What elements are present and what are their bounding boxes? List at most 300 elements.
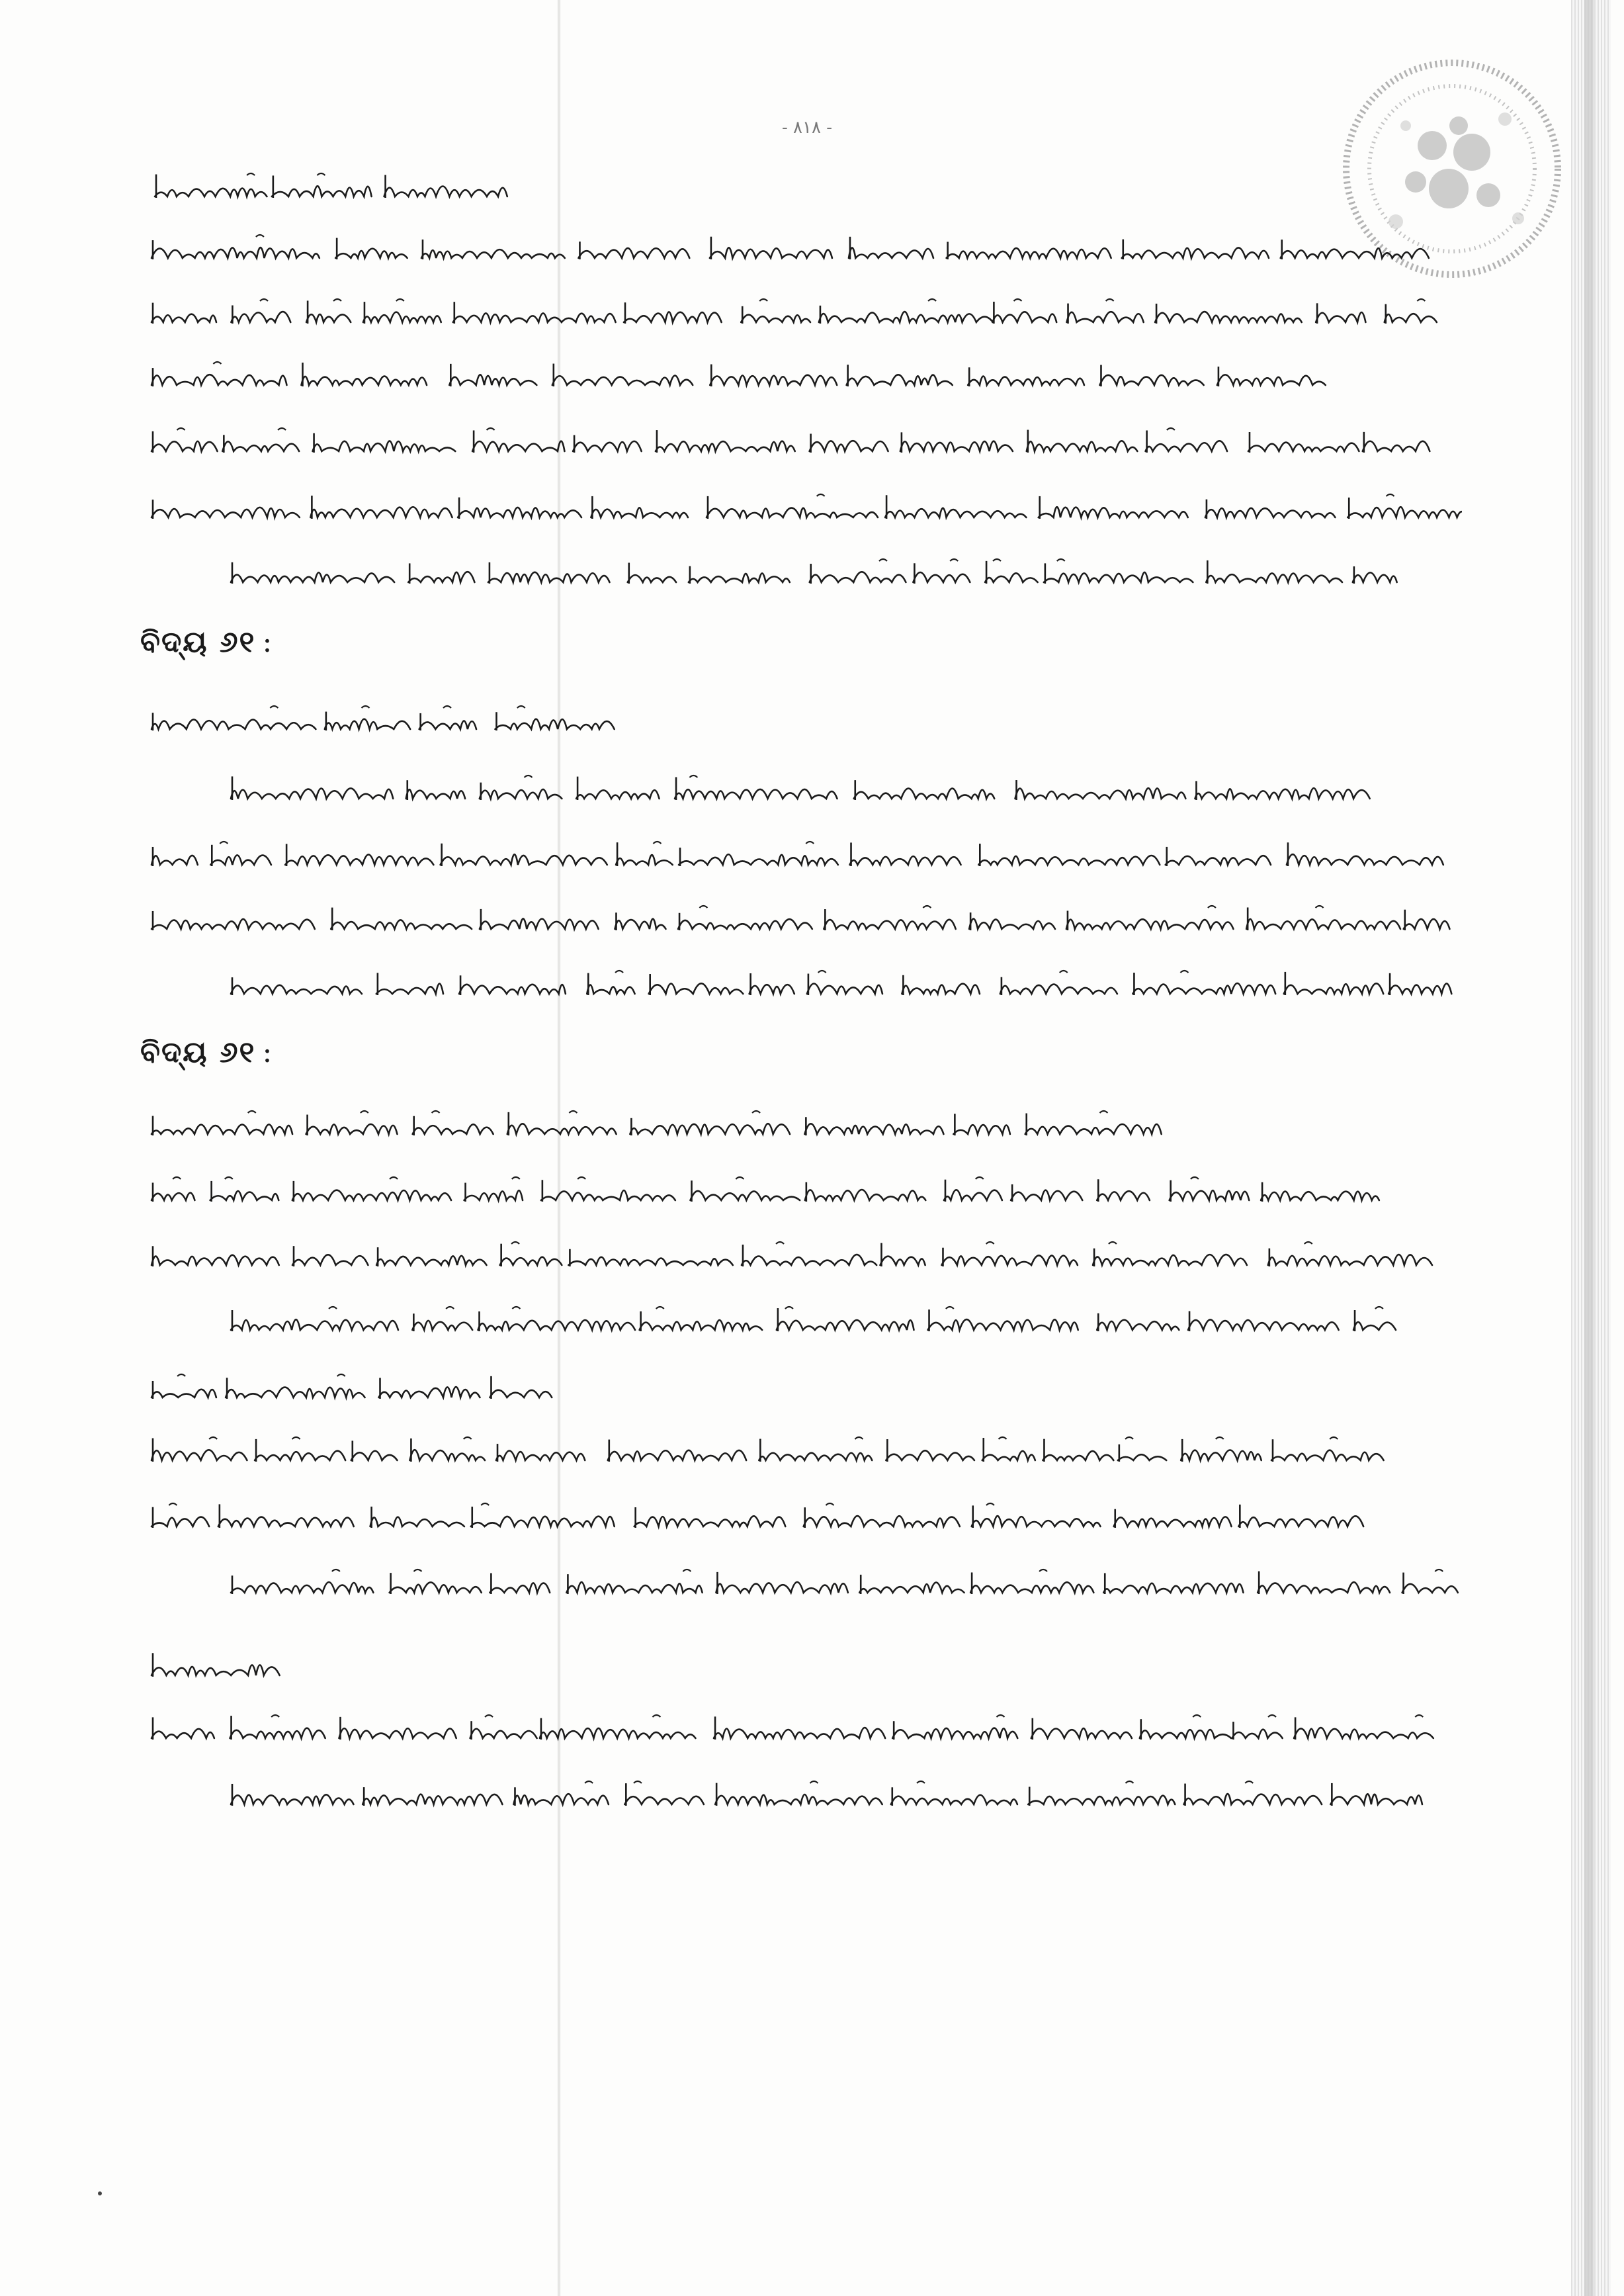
script-word bbox=[464, 1190, 523, 1200]
script-word bbox=[151, 719, 316, 729]
script-word bbox=[151, 247, 320, 258]
script-glyphs bbox=[149, 701, 638, 738]
script-diacritic bbox=[337, 1374, 345, 1376]
script-word bbox=[151, 375, 286, 385]
script-diacritic bbox=[1417, 299, 1425, 301]
script-word bbox=[151, 1729, 214, 1738]
script-word bbox=[507, 1124, 617, 1134]
script-word bbox=[226, 1388, 364, 1397]
script-word bbox=[306, 314, 351, 322]
script-word bbox=[1015, 788, 1186, 799]
script-diacritic bbox=[826, 1503, 833, 1505]
script-word bbox=[1028, 1796, 1175, 1804]
script-diacritic bbox=[292, 1437, 300, 1439]
script-word bbox=[854, 789, 994, 799]
script-word bbox=[292, 1255, 368, 1265]
script-word bbox=[478, 1320, 636, 1330]
script-diacritic bbox=[512, 1307, 520, 1309]
script-word bbox=[441, 854, 607, 865]
manuscript-line bbox=[149, 1648, 341, 1685]
script-glyphs bbox=[149, 1172, 1462, 1210]
script-word bbox=[892, 1728, 1017, 1738]
script-diacritic bbox=[1375, 1307, 1383, 1309]
script-diacritic bbox=[950, 559, 958, 561]
section-heading-colon: : bbox=[262, 625, 274, 659]
script-glyphs bbox=[149, 1710, 1462, 1747]
script-word bbox=[151, 1390, 216, 1397]
script-diacritic bbox=[1180, 971, 1188, 973]
script-diacritic bbox=[525, 775, 533, 777]
script-word bbox=[1206, 573, 1342, 582]
script-word bbox=[363, 312, 441, 322]
manuscript-line bbox=[149, 230, 1462, 267]
script-word bbox=[151, 1124, 292, 1134]
script-diacritic bbox=[333, 299, 341, 301]
script-word bbox=[944, 1190, 1002, 1200]
script-word bbox=[351, 1451, 398, 1460]
script-glyphs bbox=[228, 966, 1455, 1003]
script-diacritic bbox=[855, 1437, 863, 1439]
script-diacritic bbox=[736, 1177, 744, 1179]
manuscript-line bbox=[149, 294, 1462, 331]
script-word bbox=[576, 790, 659, 799]
script-diacritic bbox=[396, 299, 404, 301]
script-diacritic bbox=[653, 842, 661, 844]
script-diacritic bbox=[1435, 1569, 1443, 1571]
script-diacritic bbox=[1099, 1111, 1107, 1113]
script-word bbox=[824, 920, 955, 929]
script-word bbox=[566, 1582, 702, 1593]
script-diacritic bbox=[362, 706, 370, 708]
script-diacritic bbox=[443, 706, 451, 708]
script-diacritic bbox=[1057, 559, 1065, 561]
script-word bbox=[608, 1450, 746, 1460]
script-word bbox=[1271, 1450, 1384, 1460]
script-word bbox=[1097, 1191, 1150, 1200]
script-word bbox=[370, 1517, 464, 1526]
script-diacritic bbox=[615, 971, 623, 973]
script-diacritic bbox=[923, 906, 931, 908]
script-word bbox=[471, 1517, 615, 1526]
script-word bbox=[313, 441, 456, 451]
manuscript-line bbox=[228, 554, 1462, 592]
script-glyphs bbox=[149, 1370, 579, 1407]
script-diacritic bbox=[817, 494, 825, 496]
script-word bbox=[691, 1191, 800, 1200]
manuscript-line bbox=[149, 901, 1459, 938]
script-word bbox=[902, 984, 980, 994]
script-word bbox=[715, 1794, 882, 1804]
script-diacritic bbox=[413, 1569, 421, 1571]
script-diacritic bbox=[220, 842, 228, 844]
script-word bbox=[900, 441, 1013, 451]
script-word bbox=[1181, 1450, 1261, 1460]
script-word bbox=[1025, 1124, 1162, 1134]
script-diacritic bbox=[996, 1715, 1004, 1717]
script-word bbox=[807, 983, 882, 994]
script-diacritic bbox=[1316, 906, 1324, 908]
script-word bbox=[231, 572, 394, 582]
script-word bbox=[1294, 1728, 1433, 1738]
script-word bbox=[1027, 441, 1138, 451]
script-word bbox=[1389, 983, 1451, 994]
script-word bbox=[1385, 314, 1437, 322]
script-glyphs bbox=[228, 771, 1455, 808]
script-word bbox=[777, 1320, 914, 1330]
script-word bbox=[1246, 919, 1400, 929]
script-glyphs bbox=[149, 490, 1462, 527]
section-heading-colon: : bbox=[262, 1036, 274, 1069]
script-word bbox=[490, 1583, 550, 1593]
script-word bbox=[1043, 1451, 1113, 1460]
script-word bbox=[306, 1124, 398, 1134]
script-word bbox=[1284, 983, 1383, 994]
script-word bbox=[470, 1729, 537, 1738]
script-word bbox=[573, 441, 642, 451]
script-word bbox=[1039, 507, 1188, 517]
script-word bbox=[218, 1517, 354, 1526]
script-diacritic bbox=[785, 1307, 793, 1309]
script-word bbox=[710, 247, 832, 258]
script-diacritic bbox=[225, 1177, 233, 1179]
script-diacritic bbox=[656, 1307, 664, 1309]
script-word bbox=[969, 919, 1055, 929]
script-word bbox=[972, 1516, 1101, 1526]
script-glyphs bbox=[149, 357, 1462, 394]
script-word bbox=[880, 1257, 925, 1265]
script-word bbox=[640, 1320, 763, 1330]
script-diacritic bbox=[260, 299, 268, 301]
script-diacritic bbox=[247, 173, 255, 175]
script-word bbox=[1238, 1516, 1363, 1526]
script-diacritic bbox=[464, 1437, 472, 1439]
script-word bbox=[1232, 1730, 1282, 1738]
script-word bbox=[928, 1319, 1078, 1330]
script-word bbox=[985, 573, 1038, 582]
script-word bbox=[1155, 312, 1302, 322]
manuscript-line bbox=[149, 1499, 1462, 1536]
script-diacritic bbox=[1106, 299, 1114, 301]
script-diacritic bbox=[577, 1177, 585, 1179]
script-word bbox=[408, 572, 474, 582]
script-word bbox=[624, 312, 722, 322]
manuscript-line bbox=[149, 1710, 1462, 1747]
script-word bbox=[1122, 247, 1269, 258]
script-word bbox=[151, 919, 315, 929]
script-word bbox=[804, 1124, 943, 1134]
script-word bbox=[310, 507, 452, 517]
script-diacritic bbox=[278, 428, 286, 430]
script-glyphs bbox=[149, 837, 1459, 874]
ink-speck bbox=[98, 2191, 102, 2195]
script-word bbox=[689, 573, 790, 582]
script-glyphs bbox=[149, 230, 1462, 267]
script-word bbox=[630, 1124, 790, 1134]
script-word bbox=[500, 1257, 562, 1265]
manuscript-line bbox=[149, 701, 638, 738]
script-word bbox=[1031, 1728, 1132, 1738]
script-word bbox=[376, 984, 443, 994]
script-word bbox=[222, 441, 299, 451]
script-word bbox=[749, 985, 794, 994]
script-diacritic bbox=[1304, 1242, 1312, 1244]
script-diacritic bbox=[976, 1177, 984, 1179]
script-word bbox=[804, 1516, 960, 1526]
script-glyphs bbox=[149, 294, 1462, 331]
script-glyphs bbox=[149, 1433, 1462, 1470]
page-number: - ٨١٨ - bbox=[781, 118, 833, 138]
script-word bbox=[1188, 1319, 1339, 1330]
script-diacritic bbox=[487, 428, 495, 430]
script-word bbox=[488, 572, 610, 582]
script-word bbox=[151, 508, 300, 517]
script-word bbox=[1330, 1794, 1422, 1804]
script-diacritic bbox=[213, 362, 221, 364]
manuscript-line bbox=[228, 771, 1455, 808]
manuscript-line bbox=[228, 1302, 1459, 1339]
script-word bbox=[679, 854, 838, 865]
script-word bbox=[978, 856, 1160, 865]
script-word bbox=[810, 572, 906, 582]
script-diacritic bbox=[332, 1569, 340, 1571]
manuscript-line bbox=[149, 1237, 1462, 1274]
script-word bbox=[1097, 1320, 1179, 1330]
script-word bbox=[741, 315, 810, 322]
script-word bbox=[1217, 375, 1326, 385]
script-word bbox=[742, 1255, 876, 1265]
manuscript-line bbox=[149, 423, 1462, 461]
script-diacritic bbox=[810, 1781, 818, 1783]
script-glyphs bbox=[149, 1648, 341, 1685]
script-word bbox=[587, 985, 634, 994]
script-word bbox=[1103, 1583, 1243, 1593]
script-word bbox=[540, 1728, 695, 1738]
script-word bbox=[591, 508, 688, 517]
script-diacritic bbox=[683, 1569, 691, 1571]
script-word bbox=[716, 1582, 847, 1593]
script-word bbox=[151, 856, 198, 865]
script-word bbox=[982, 1451, 1035, 1460]
script-word bbox=[714, 1728, 885, 1738]
script-word bbox=[970, 1582, 1093, 1593]
script-word bbox=[231, 1319, 398, 1330]
script-word bbox=[379, 1387, 480, 1397]
script-word bbox=[421, 249, 565, 258]
script-word bbox=[810, 441, 888, 451]
script-word bbox=[847, 375, 953, 385]
script-diacritic bbox=[209, 1437, 217, 1439]
script-word bbox=[231, 312, 290, 322]
script-word bbox=[406, 789, 465, 799]
script-word bbox=[634, 1516, 786, 1526]
script-word bbox=[1248, 443, 1359, 451]
script-word bbox=[759, 1453, 872, 1460]
script-word bbox=[1287, 854, 1443, 865]
script-word bbox=[1044, 572, 1193, 582]
script-word bbox=[331, 920, 472, 929]
script-diacritic bbox=[752, 1111, 760, 1113]
script-diacritic bbox=[317, 173, 325, 175]
manuscript-line bbox=[149, 1370, 579, 1407]
script-diacritic bbox=[1013, 299, 1021, 301]
script-diacritic bbox=[432, 1111, 440, 1113]
section-heading bbox=[140, 1036, 273, 1069]
script-diacritic bbox=[818, 971, 826, 973]
script-diacritic bbox=[928, 299, 936, 301]
script-word bbox=[1261, 1192, 1379, 1200]
script-word bbox=[409, 1450, 485, 1460]
script-word bbox=[1205, 508, 1335, 517]
script-word bbox=[568, 1257, 732, 1265]
script-word bbox=[616, 855, 673, 865]
script-word bbox=[1404, 919, 1450, 929]
script-word bbox=[255, 1451, 345, 1460]
script-word bbox=[947, 248, 1111, 258]
section-heading-label: ବିଦ୍ୟ ୬୧ bbox=[140, 625, 256, 659]
script-diacritic bbox=[169, 1503, 177, 1505]
script-glyphs bbox=[149, 1237, 1462, 1274]
script-diacritic bbox=[1330, 1437, 1338, 1439]
script-word bbox=[552, 376, 693, 385]
script-word bbox=[1067, 312, 1144, 322]
script-word bbox=[710, 375, 837, 385]
script-diacritic bbox=[879, 559, 887, 561]
script-word bbox=[1140, 1730, 1231, 1738]
script-word bbox=[941, 1255, 1077, 1265]
script-word bbox=[1347, 507, 1462, 517]
script-diacritic bbox=[1109, 1242, 1117, 1244]
manuscript-line bbox=[149, 490, 1462, 527]
script-word bbox=[1114, 1517, 1232, 1526]
manuscript-line bbox=[149, 1433, 1462, 1470]
manuscript-line bbox=[149, 357, 1462, 394]
script-diacritic bbox=[512, 1177, 520, 1179]
script-diacritic bbox=[1387, 494, 1394, 496]
script-glyphs bbox=[149, 1106, 1194, 1143]
script-word bbox=[151, 1517, 209, 1526]
script-diacritic bbox=[481, 1503, 489, 1505]
script-word bbox=[231, 788, 393, 799]
script-word bbox=[480, 918, 599, 929]
script-word bbox=[1184, 1794, 1322, 1804]
script-diacritic bbox=[585, 1781, 593, 1783]
script-diacritic bbox=[1268, 1715, 1276, 1717]
manuscript-line bbox=[152, 169, 556, 206]
script-word bbox=[285, 855, 433, 865]
script-word bbox=[210, 855, 271, 865]
script-diacritic bbox=[511, 1242, 519, 1244]
script-word bbox=[453, 313, 616, 322]
script-word bbox=[678, 919, 812, 929]
script-diacritic bbox=[1060, 971, 1068, 973]
script-word bbox=[151, 1450, 247, 1460]
script-word bbox=[1093, 1255, 1247, 1265]
script-word bbox=[458, 508, 581, 517]
script-word bbox=[472, 441, 564, 451]
script-diacritic bbox=[999, 1437, 1007, 1439]
script-word bbox=[513, 1794, 608, 1804]
script-word bbox=[230, 1728, 325, 1738]
script-diacritic bbox=[1208, 906, 1216, 908]
script-word bbox=[1353, 572, 1397, 582]
script-diacritic bbox=[776, 1242, 784, 1244]
script-word bbox=[578, 248, 689, 258]
script-word bbox=[390, 1582, 482, 1593]
script-word bbox=[231, 985, 362, 994]
script-word bbox=[155, 189, 267, 197]
script-diacritic bbox=[177, 1374, 185, 1376]
script-word bbox=[292, 1190, 451, 1200]
script-word bbox=[850, 856, 961, 865]
script-diacritic bbox=[271, 1715, 279, 1717]
script-word bbox=[419, 721, 476, 729]
script-word bbox=[541, 1190, 675, 1200]
script-word bbox=[891, 1795, 1017, 1804]
script-diacritic bbox=[517, 706, 525, 708]
script-diacritic bbox=[173, 1177, 181, 1179]
script-word bbox=[649, 983, 744, 994]
script-word bbox=[1268, 1255, 1432, 1265]
script-word bbox=[1011, 1190, 1082, 1200]
script-word bbox=[413, 1124, 493, 1134]
script-word bbox=[449, 375, 536, 385]
script-diacritic bbox=[634, 1781, 642, 1783]
script-diacritic bbox=[1415, 1715, 1423, 1717]
script-word bbox=[1146, 441, 1227, 451]
script-glyphs bbox=[149, 901, 1459, 938]
script-diacritic bbox=[759, 299, 767, 301]
script-glyphs bbox=[149, 1499, 1462, 1536]
script-word bbox=[615, 919, 665, 929]
script-word bbox=[628, 575, 676, 582]
script-word bbox=[624, 1796, 704, 1804]
script-diacritic bbox=[1125, 1437, 1133, 1439]
script-word bbox=[886, 1450, 974, 1460]
page-edge-binding bbox=[1584, 0, 1594, 2296]
script-word bbox=[805, 1190, 925, 1200]
script-word bbox=[1281, 248, 1429, 258]
manuscript-line bbox=[149, 1172, 1462, 1210]
script-word bbox=[151, 441, 218, 451]
script-diacritic bbox=[270, 706, 278, 708]
script-word bbox=[151, 1665, 280, 1675]
script-diacritic bbox=[446, 1307, 454, 1309]
script-word bbox=[656, 441, 795, 451]
script-diacritic bbox=[390, 1177, 398, 1179]
script-word bbox=[1402, 1584, 1458, 1593]
script-word bbox=[490, 1390, 552, 1397]
script-diacritic bbox=[946, 1307, 954, 1309]
script-word bbox=[913, 572, 970, 582]
script-word bbox=[675, 789, 837, 799]
script-diacritic bbox=[689, 775, 697, 777]
script-word bbox=[272, 186, 372, 197]
manuscript-line bbox=[228, 1777, 1455, 1814]
script-glyphs bbox=[228, 554, 1462, 592]
script-diacritic bbox=[329, 1307, 337, 1309]
script-word bbox=[1099, 375, 1203, 385]
script-word bbox=[376, 1256, 486, 1265]
script-diacritic bbox=[256, 235, 264, 237]
script-word bbox=[210, 1191, 279, 1200]
script-word bbox=[1133, 983, 1275, 994]
script-word bbox=[480, 789, 562, 799]
script-word bbox=[1353, 1322, 1396, 1330]
script-word bbox=[496, 1451, 585, 1460]
script-word bbox=[1166, 856, 1271, 865]
script-diacritic bbox=[986, 1242, 994, 1244]
script-word bbox=[1195, 788, 1369, 799]
